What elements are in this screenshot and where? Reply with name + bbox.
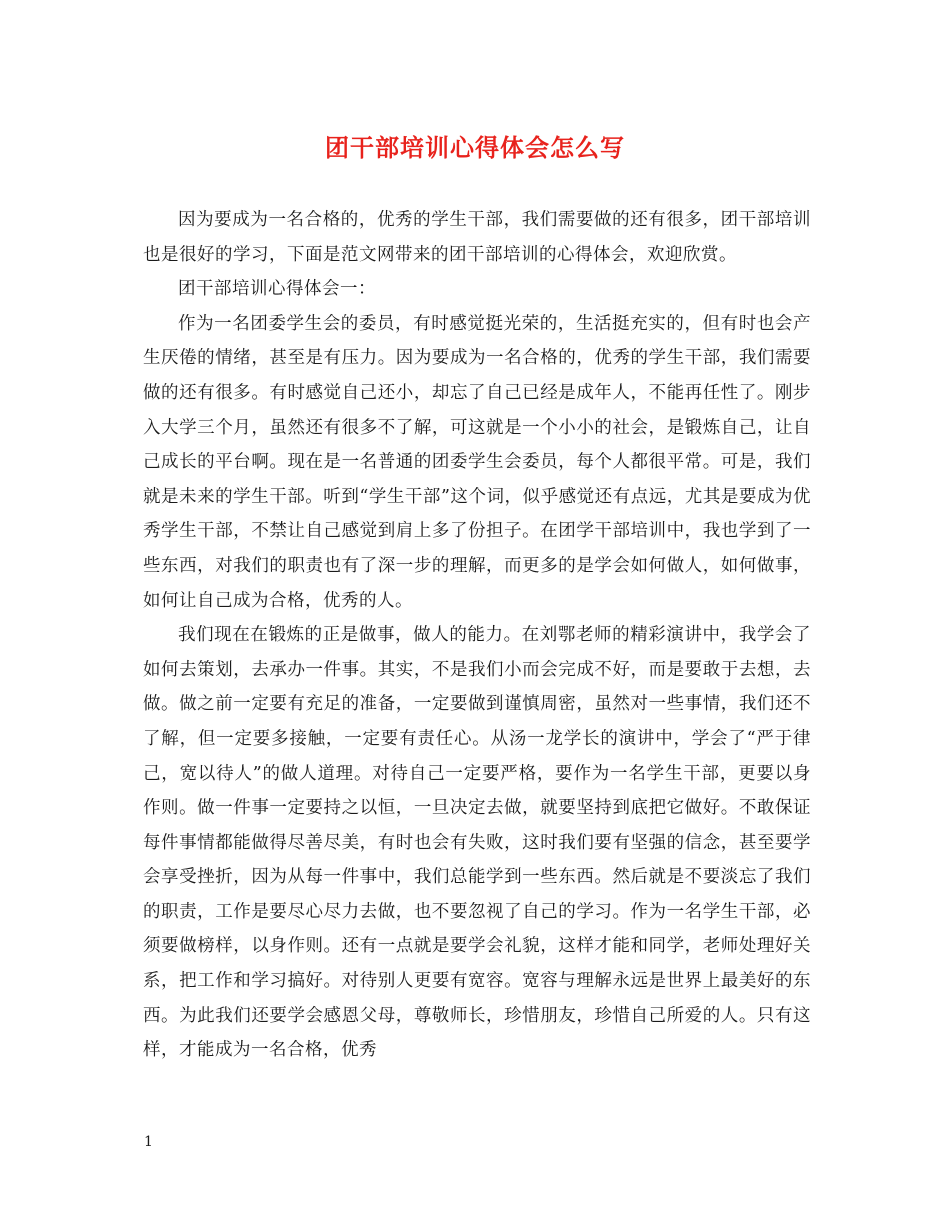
document-body: [143, 203, 811, 1068]
body-paragraph: 作为一名团委学生会的委员，有时感觉挺光荣的，生活挺充实的，但有时也会产生厌倦的情绪，甚至是有压力。因为要成为一名合格的，优秀的学生干部，我们需要做的还有很多。有时感觉自己还小，却忘了自己已经是成年人，不能再任性了。刚步入大学三个月，虽然还有很多不了解，可这就是一个小小的社会，是锻炼自己，让自己成长的平台啊。现在是一名普通的团委学生会委员，每个人都很平常。可是，我们就是未来的学生干部。听到“学生干部”这个词，似乎感觉还有点远，尤其是要成为优秀学生干部，不禁让自己感觉到肩上多了份担子。在团学干部培训中，我也学到了一些东西，对我们的职责也有了深一步的理解，而更多的是学会如何做人，如何做事，如何让自己成为合格，优秀的人。: [143, 313, 811, 611]
intro-paragraph: 因为要成为一名合格的，优秀的学生干部，我们需要做的还有很多，团干部培训也是很好的学习，下面是范文网带来的团干部培训的心得体会，欢迎欣赏。: [143, 210, 811, 265]
document-title: 团干部培训心得体会怎么写: [325, 133, 625, 162]
page-number: 1: [144, 1134, 153, 1150]
body-paragraph: 我们现在在锻炼的正是做事，做人的能力。在刘鄂老师的精彩演讲中，我学会了如何去策划，去承办一件事。其实，不是我们小而会完成不好，而是要敢于去想，去做。做之前一定要有充足的准备，一定要做到谨慎周密，虽然对一些事情，我们还不了解，但一定要多接触，一定要有责任心。从汤一龙学长的演讲中，学会了“严于律己，宽以待人”的做人道理。对待自己一定要严格，要作为一名学生干部，更要以身作则。做一件事一定要持之以恒，一旦决定去做，就要坚持到底把它做好。不敢保证每件事情都能做得尽善尽美，有时也会有失败，这时我们要有坚强的信念，甚至要学会享受挫折，因为从每一件事中，我们总能学到一些东西。然后就是不要淡忘了我们的职责，工作是要尽心尽力去做，也不要忽视了自己的学习。作为一名学生干部，必须要做榜样，以身作则。还有一点就是要学会礼貌，这样才能和同学，老师处理好关系，把工作和学习搞好。对待别人更要有宽容。宽容与理解永远是世界上最美好的东西。为此我们还要学会感恩父母，尊敬师长，珍惜朋友，珍惜自己所爱的人。只有这样，才能成为一名合格，优秀: [143, 625, 811, 1061]
section-heading: 团干部培训心得体会一：: [178, 279, 376, 300]
